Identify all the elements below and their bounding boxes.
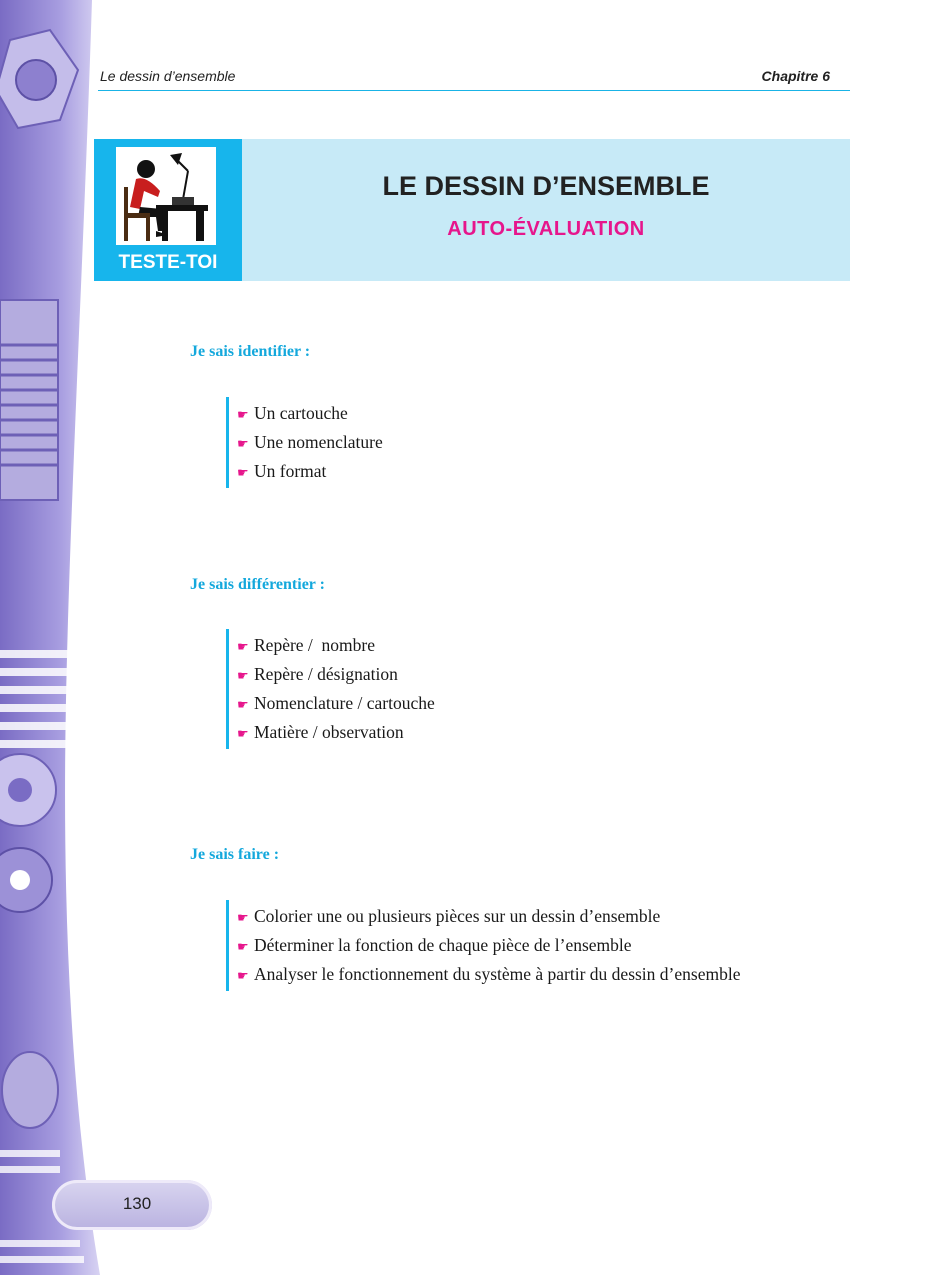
list-item-text: Un format xyxy=(254,461,327,481)
pointing-hand-icon: ☛ xyxy=(237,408,249,423)
page-subtitle: AUTO-ÉVALUATION xyxy=(447,218,645,240)
list-item-text: Repère / nombre xyxy=(254,635,375,655)
section-heading-identifier: Je sais identifier : xyxy=(190,343,311,360)
pointing-hand-icon: ☛ xyxy=(237,640,249,655)
list-item-text: Un cartouche xyxy=(254,403,348,423)
pointing-hand-icon: ☛ xyxy=(237,698,249,713)
list-item xyxy=(237,902,740,931)
student-at-desk-icon xyxy=(116,147,216,245)
page-title: LE DESSIN D’ENSEMBLE xyxy=(382,171,710,201)
header-section-title: Le dessin d’ensemble xyxy=(100,68,236,84)
section-heading-differentier: Je sais différentier : xyxy=(190,576,325,593)
list-item-text: Déterminer la fonction de chaque pièce de l’ensemble xyxy=(254,935,632,955)
list-item xyxy=(237,631,435,660)
list-item-text: Analyser le fonctionnement du système à partir du dessin d’ensemble xyxy=(254,964,741,984)
list-identifier xyxy=(226,397,383,488)
list-item xyxy=(237,931,740,960)
list-item xyxy=(237,960,740,989)
list-faire xyxy=(226,900,740,991)
pointing-hand-icon: ☛ xyxy=(237,466,249,481)
list-item-text: Matière / observation xyxy=(254,722,404,742)
pointing-hand-icon: ☛ xyxy=(237,727,249,742)
list-item xyxy=(237,689,435,718)
pointing-hand-icon: ☛ xyxy=(237,437,249,452)
teste-toi-badge xyxy=(94,139,242,281)
list-item-text: Nomenclature / cartouche xyxy=(254,693,435,713)
list-differentier xyxy=(226,629,435,749)
badge-label: TESTE-TOI xyxy=(118,252,218,273)
running-header xyxy=(98,66,850,91)
header-chapter: Chapitre 6 xyxy=(761,68,830,84)
list-item xyxy=(237,428,383,457)
title-banner xyxy=(94,139,850,281)
page-number: 130 xyxy=(122,1194,152,1213)
list-item-text: Repère / désignation xyxy=(254,664,398,684)
list-item xyxy=(237,660,435,689)
list-item xyxy=(237,457,383,486)
pointing-hand-icon: ☛ xyxy=(237,911,249,926)
page-number-tab xyxy=(52,1180,212,1230)
list-item xyxy=(237,399,383,428)
section-heading-faire: Je sais faire : xyxy=(190,846,280,863)
pointing-hand-icon: ☛ xyxy=(237,940,249,955)
pointing-hand-icon: ☛ xyxy=(237,969,249,984)
list-item-text: Colorier une ou plusieurs pièces sur un dessin d’ensemble xyxy=(254,906,661,926)
list-item xyxy=(237,718,435,747)
pointing-hand-icon: ☛ xyxy=(237,669,249,684)
list-item-text: Une nomenclature xyxy=(254,432,383,452)
